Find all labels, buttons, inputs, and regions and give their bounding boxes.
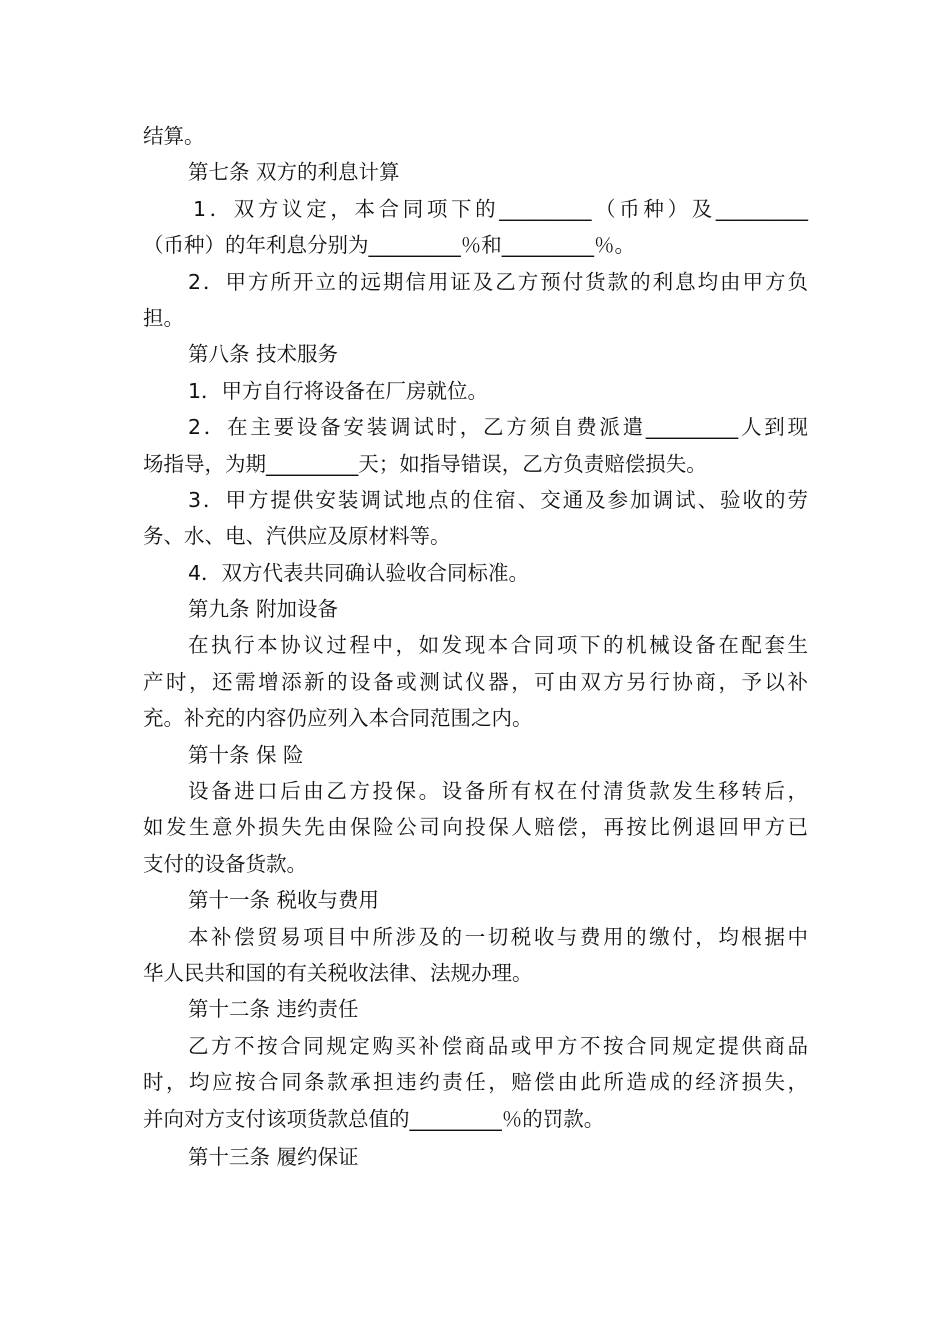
text-line: （币种）的年利息分别为_________％和_________％。 — [143, 233, 635, 258]
section-heading: 第十一条 税收与费用 — [188, 888, 380, 913]
text-line: 3．甲方提供安装调试地点的住宿、交通及参加调试、验收的劳 — [188, 487, 808, 512]
text-line: 1．甲方自行将设备在厂房就位。 — [188, 378, 489, 403]
text-line: 乙方不按合同规定购买补偿商品或甲方不按合同规定提供商品 — [188, 1033, 808, 1058]
section-heading: 第七条 双方的利息计算 — [188, 160, 400, 185]
text-line: 场指导，为期_________天；如指导错误，乙方负责赔偿损失。 — [143, 451, 707, 476]
text-line: 2．在主要设备安装调试时，乙方须自费派遣_________人到现 — [188, 415, 808, 440]
text-line: 并向对方支付该项货款总值的_________％的罚款。 — [143, 1106, 605, 1131]
section-heading: 第九条 附加设备 — [188, 597, 339, 622]
text-line: 时，均应按合同条款承担违约责任，赔偿由此所造成的经济损失， — [143, 1070, 808, 1095]
text-line: 充。补充的内容仍应列入本合同范围之内。 — [143, 706, 533, 731]
document-page — [143, 118, 808, 1175]
text-line: 担。 — [143, 305, 184, 330]
text-line: 支付的设备货款。 — [143, 851, 307, 876]
section-heading: 第八条 技术服务 — [188, 342, 339, 367]
text-line: 本补偿贸易项目中所涉及的一切税收与费用的缴付，均根据中 — [188, 924, 808, 949]
section-heading: 第十条 保 险 — [188, 742, 304, 767]
text-line: 设备进口后由乙方投保。设备所有权在付清货款发生移转后， — [188, 779, 808, 804]
text-line: 在执行本协议过程中，如发现本合同项下的机械设备在配套生 — [188, 633, 808, 658]
text-line: 产时，还需增添新的设备或测试仪器，可由双方另行协商，予以补 — [143, 669, 808, 694]
section-heading: 第十二条 违约责任 — [188, 997, 359, 1022]
text-line: 如发生意外损失先由保险公司向投保人赔偿，再按比例退回甲方已 — [143, 815, 808, 840]
section-heading: 第十三条 履约保证 — [188, 1144, 359, 1169]
text-line: 华人民共和国的有关税收法律、法规办理。 — [143, 960, 533, 985]
text-line: 4．双方代表共同确认验收合同标准。 — [188, 560, 530, 585]
text-line: 2．甲方所开立的远期信用证及乙方预付货款的利息均由甲方负 — [188, 269, 808, 294]
text-line: 1．双方议定，本合同项下的_________（币种）及_________ — [193, 196, 808, 221]
text-line: 务、水、电、汽供应及原材料等。 — [143, 524, 451, 549]
text-line: 结算。 — [143, 124, 205, 148]
